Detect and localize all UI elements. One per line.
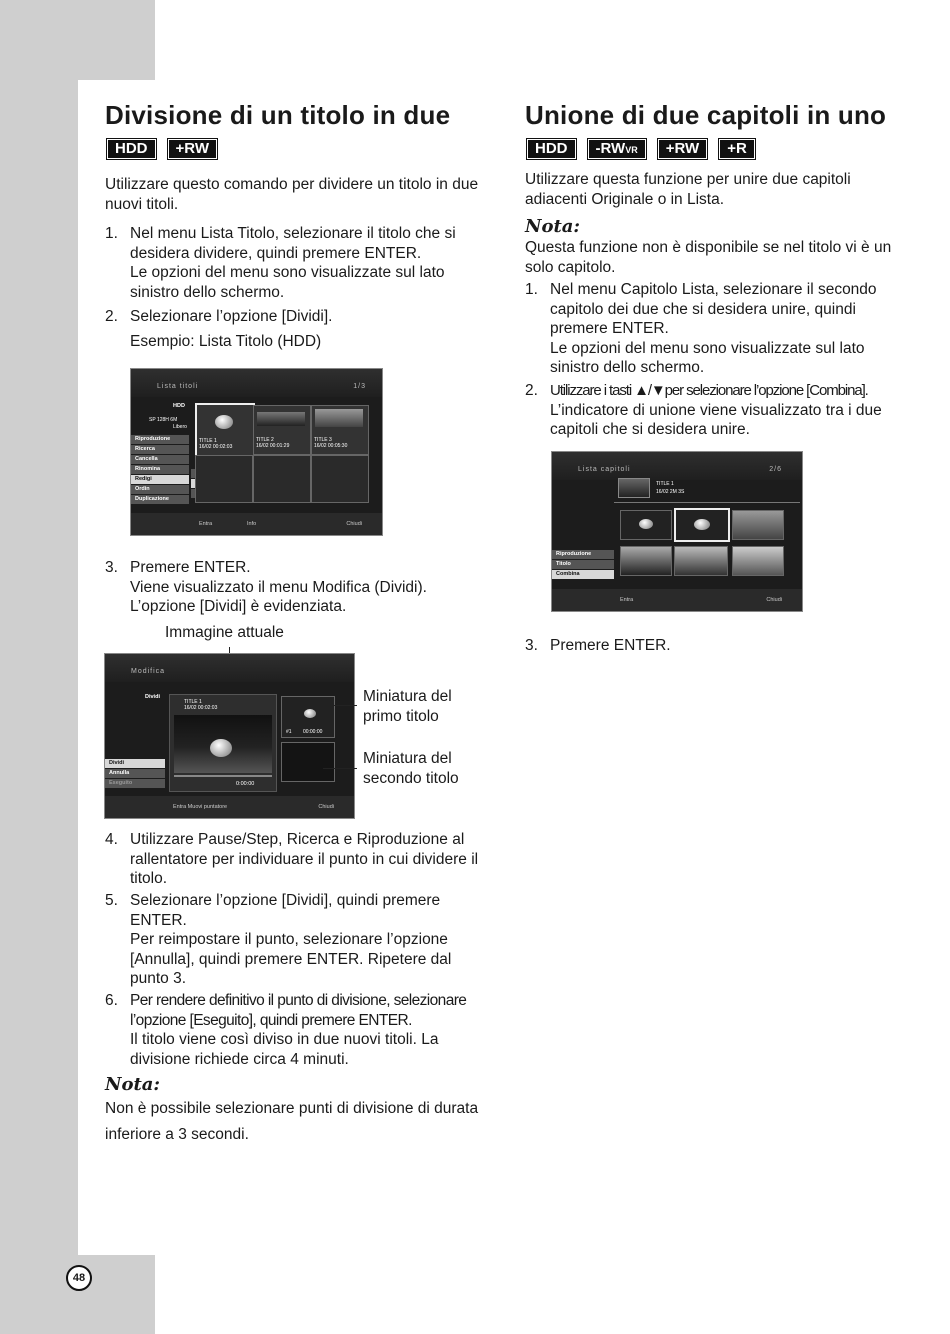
menu-riproduzione[interactable]: Riproduzione xyxy=(131,435,189,444)
right-note-heading: Nota: xyxy=(525,216,581,237)
menu-titolo[interactable]: Titolo xyxy=(552,560,614,569)
badge-hdd: HDD xyxy=(106,138,157,160)
left-step-5-number: 5. xyxy=(105,892,118,909)
left-format-badges xyxy=(106,138,218,160)
free-space: SP 128H 6M Libero xyxy=(149,417,187,430)
screen-footer xyxy=(131,513,382,535)
left-note-text: Non è possibile selezionare punti di divisione di durata inferiore a 3 secondi. xyxy=(105,1100,479,1143)
menu-dividi[interactable]: Dividi xyxy=(105,759,165,768)
right-section-title: Unione di due capitoli in uno xyxy=(525,100,887,130)
screen-page: 2/6 xyxy=(769,466,782,473)
screen-footer xyxy=(105,796,354,818)
right-step-1-text: Nel menu Capitolo Lista, selezionare il secondo capitolo dei due che si desidera unire, quindi premere ENTER. Le opzioni del menu sono visualizzate sul lato sinistro dello schermo. xyxy=(550,281,877,377)
chapter-thumbnail[interactable] xyxy=(732,546,784,576)
left-step-6-number: 6. xyxy=(105,992,118,1009)
badge-plus-rw: +RW xyxy=(657,138,708,160)
callout-first-thumbnail: Miniatura del primo titolo xyxy=(363,688,452,725)
left-step-2-number: 2. xyxy=(105,308,118,325)
bottom-gray-tab xyxy=(78,1255,155,1334)
callout-line xyxy=(323,705,357,706)
chapter-thumbnail[interactable] xyxy=(620,510,672,540)
close-hint: Chiudi xyxy=(318,804,334,810)
menu-cancella[interactable]: Cancella xyxy=(131,455,189,464)
left-step-3-number: 3. xyxy=(105,559,118,576)
chapter-thumbnail-selected[interactable] xyxy=(674,508,730,542)
callout-current-image: Immagine attuale xyxy=(165,624,284,641)
screen-title: Modifica xyxy=(131,668,166,675)
empty-slot xyxy=(195,455,253,503)
left-step-4-number: 4. xyxy=(105,831,118,848)
callout-second-thumbnail: Miniatura del secondo titolo xyxy=(363,750,459,787)
badge-plus-r: +R xyxy=(718,138,756,160)
enter-hint: Entra xyxy=(620,597,634,603)
close-hint: Chiudi xyxy=(346,521,362,527)
badge-hdd: HDD xyxy=(526,138,577,160)
left-step-6-text: Per rendere definitivo il punto di divisione, selezionare l’opzione [Eseguito], quindi premere ENTER. Il titolo viene così diviso in due nuovi titoli. La divisione richiede circa 4 minuti. xyxy=(130,992,467,1068)
callout-line xyxy=(323,768,357,769)
left-step-5-text: Selezionare l’opzione [Dividi], quindi premere ENTER. Per reimpostare il punto, selezionare l’opzione [Annulla], quindi premere ENTER. Ripetere dal punto 3. xyxy=(130,892,452,988)
edit-divide-screen xyxy=(104,653,355,819)
screen-footer xyxy=(552,589,802,611)
menu-combina[interactable]: Combina xyxy=(552,570,614,579)
menu-annulla[interactable]: Annulla xyxy=(105,769,165,778)
right-note-text: Questa funzione non è disponibile se nel titolo vi è un solo capitolo. xyxy=(525,239,892,276)
left-step-1-number: 1. xyxy=(105,225,118,242)
title-2-thumbnail[interactable]: TITLE 2 16/02 00:01:29 xyxy=(253,405,311,455)
navigation-hint: Entra Muovi puntatore xyxy=(173,804,228,810)
right-step-2-text: Utilizzare i tasti ▲/▼per selezionare l’opzione [Combina]. L’indicatore di unione viene visualizzato tra i due capitoli che si desidera unire. xyxy=(550,382,882,439)
position-time: 0:00:00 xyxy=(236,781,255,787)
screen-title: Lista titoli xyxy=(157,383,199,390)
menu-eseguito[interactable]: Eseguito xyxy=(105,779,165,788)
info-hint: Info xyxy=(247,521,257,527)
right-intro: Utilizzare questa funzione per unire due capitoli adiacenti Originale o in Lista. xyxy=(525,171,851,208)
left-step-2-text: Selezionare l’opzione [Dividi]. Esempio: Lista Titolo (HDD) xyxy=(130,308,333,350)
left-gray-margin xyxy=(0,0,78,1334)
menu-ordin[interactable]: Ordin xyxy=(131,485,189,494)
chapter-thumbnail[interactable] xyxy=(674,546,728,576)
current-image-panel: TITLE 1 16/02 00:02:03 0:00:00 xyxy=(169,694,277,792)
left-step-3-text: Premere ENTER. Viene visualizzato il menu Modifica (Dividi). L’opzione [Dividi] è evidenziata. xyxy=(130,559,427,616)
close-hint: Chiudi xyxy=(766,597,782,603)
empty-slot xyxy=(311,455,369,503)
left-section-title: Divisione di un titolo in due xyxy=(105,100,451,130)
page-number: 48 xyxy=(66,1265,92,1291)
screen-title: Lista capitoli xyxy=(578,466,631,473)
menu-ricerca[interactable]: Ricerca xyxy=(131,445,189,454)
screen-page: 1/3 xyxy=(353,383,366,390)
left-step-4-text: Utilizzare Pause/Step, Ricerca e Riproduzione al rallentatore per individuare il punto in cui dividere il titolo. xyxy=(130,831,479,888)
enter-hint: Entra xyxy=(199,521,213,527)
title-1-thumbnail[interactable]: TITLE 1 16/02 00:02:03 xyxy=(195,403,255,457)
badge-minus-rw-vr: -RWVR xyxy=(587,138,647,160)
mode-label: Dividi xyxy=(145,694,160,700)
title-3-thumbnail[interactable]: TITLE 3 16/02 00:05:30 xyxy=(311,405,369,455)
chapter-thumbnail[interactable] xyxy=(620,546,672,576)
second-title-thumbnail xyxy=(281,742,335,782)
menu-riproduzione[interactable]: Riproduzione xyxy=(552,550,614,559)
top-gray-tab xyxy=(0,0,155,80)
first-title-thumbnail: #1 00:00:00 xyxy=(281,696,335,738)
right-step-3-number: 3. xyxy=(525,637,538,654)
title-info: TITLE 1 16/02 2M 3S xyxy=(656,481,685,495)
right-step-2-number: 2. xyxy=(525,382,538,399)
chapter-list-screen xyxy=(551,451,803,612)
empty-slot xyxy=(253,455,311,503)
right-format-badges xyxy=(526,138,756,160)
title-preview xyxy=(618,478,650,498)
title-list-screen xyxy=(130,368,383,536)
left-step-1-text: Nel menu Lista Titolo, selezionare il titolo che si desidera dividere, quindi premere ENTER. Le opzioni del menu sono visualizzate sul lato sinistro dello schermo. xyxy=(130,225,456,301)
menu-redigi[interactable]: Redigi xyxy=(131,475,189,484)
menu-rinomina[interactable]: Rinomina xyxy=(131,465,189,474)
storage-label: HDD xyxy=(173,403,185,409)
left-note-heading: Nota: xyxy=(105,1074,161,1095)
right-step-3-text: Premere ENTER. xyxy=(550,637,671,654)
chapter-thumbnail[interactable] xyxy=(732,510,784,540)
left-intro: Utilizzare questo comando per dividere un titolo in due nuovi titoli. xyxy=(105,176,479,213)
badge-plus-rw: +RW xyxy=(167,138,218,160)
menu-duplicazione[interactable]: Duplicazione xyxy=(131,495,189,504)
right-step-1-number: 1. xyxy=(525,281,538,298)
